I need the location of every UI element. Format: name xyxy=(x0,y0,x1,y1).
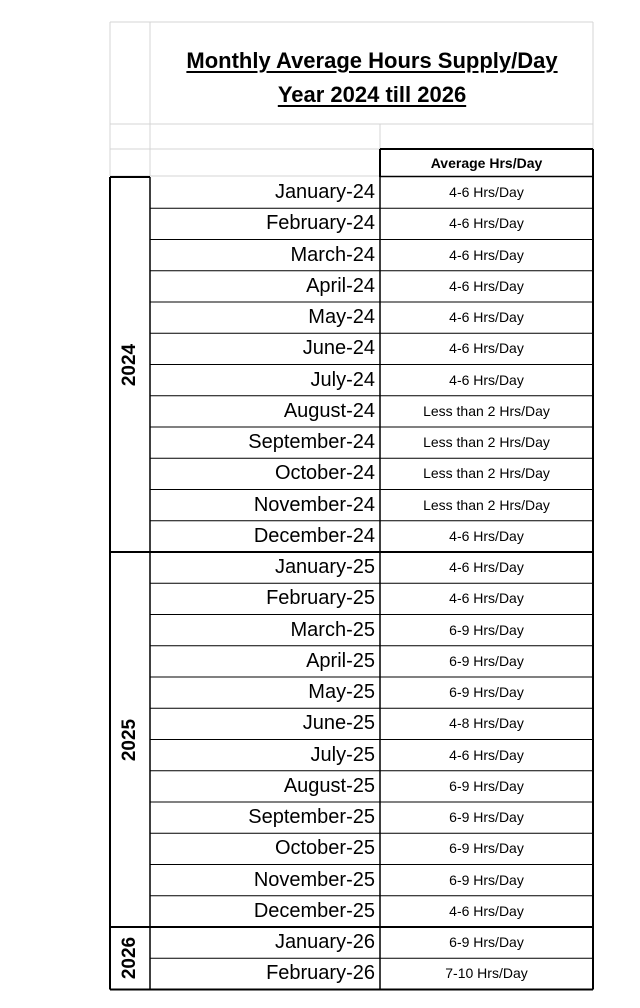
value-cell[interactable]: 6-9 Hrs/Day xyxy=(449,652,524,669)
title-line-1: Monthly Average Hours Supply/Day xyxy=(186,48,558,73)
value-cell[interactable]: Less than 2 Hrs/Day xyxy=(423,434,550,450)
month-cell[interactable]: December-25 xyxy=(253,899,375,922)
value-cell[interactable]: 6-9 Hrs/Day xyxy=(449,777,524,794)
month-cell[interactable]: May-25 xyxy=(308,681,375,703)
month-cell[interactable]: March-24 xyxy=(290,243,375,266)
value-cell[interactable]: 6-9 Hrs/Day xyxy=(449,840,524,857)
value-cell[interactable]: 4-6 Hrs/Day xyxy=(449,371,524,388)
month-cell[interactable]: October-25 xyxy=(274,837,375,860)
month-cell[interactable]: January-26 xyxy=(274,931,375,953)
title-line-2: Year 2024 till 2026 xyxy=(277,82,467,107)
year-label-text: 2024 xyxy=(119,343,140,386)
value-cell[interactable]: 4-6 Hrs/Day xyxy=(449,527,524,544)
month-cell[interactable]: June-25 xyxy=(302,712,375,735)
year-group-label[interactable] xyxy=(110,927,150,990)
value-cell[interactable]: Less than 2 Hrs/Day xyxy=(423,465,550,482)
value-cell[interactable]: Less than 2 Hrs/Day xyxy=(423,496,550,513)
month-cell[interactable]: January-24 xyxy=(274,181,375,203)
value-cell[interactable]: 4-6 Hrs/Day xyxy=(449,277,524,294)
value-cell[interactable]: 4-6 Hrs/Day xyxy=(449,215,524,232)
month-cell[interactable]: May-24 xyxy=(308,306,375,328)
month-cell[interactable]: October-24 xyxy=(274,462,375,485)
month-cell[interactable]: March-25 xyxy=(290,618,375,641)
value-cell[interactable]: 6-9 Hrs/Day xyxy=(449,684,524,700)
month-cell[interactable]: February-25 xyxy=(266,587,375,610)
value-cell[interactable]: 4-6 Hrs/Day xyxy=(449,246,524,263)
value-cell[interactable]: 4-6 Hrs/Day xyxy=(449,590,524,607)
month-cell[interactable]: September-24 xyxy=(248,431,375,453)
value-cell[interactable]: 4-6 Hrs/Day xyxy=(449,902,524,919)
month-cell[interactable]: July-24 xyxy=(310,368,375,391)
month-cell[interactable]: August-24 xyxy=(283,399,375,422)
value-cell[interactable]: 4-6 Hrs/Day xyxy=(449,184,524,200)
value-cell[interactable]: 4-8 Hrs/Day xyxy=(449,715,524,732)
month-cell[interactable]: December-24 xyxy=(253,524,375,547)
year-group-label[interactable] xyxy=(110,552,150,927)
month-cell[interactable]: November-25 xyxy=(253,868,375,891)
value-cell[interactable]: 6-9 Hrs/Day xyxy=(449,934,524,950)
month-cell[interactable]: November-24 xyxy=(253,493,375,516)
month-cell[interactable]: February-24 xyxy=(266,212,375,235)
month-cell[interactable]: June-24 xyxy=(302,337,375,360)
value-cell[interactable]: 6-9 Hrs/Day xyxy=(449,621,524,638)
value-cell[interactable]: 6-9 Hrs/Day xyxy=(449,871,524,888)
month-cell[interactable]: July-25 xyxy=(310,743,375,766)
value-cell[interactable]: 6-9 Hrs/Day xyxy=(449,809,524,825)
title-cell[interactable] xyxy=(151,22,593,124)
value-cell[interactable]: 4-6 Hrs/Day xyxy=(449,746,524,763)
month-cell[interactable]: April-25 xyxy=(306,649,375,672)
month-cell[interactable]: February-26 xyxy=(266,962,375,985)
month-cell[interactable]: September-25 xyxy=(248,806,375,828)
year-label-text: 2025 xyxy=(119,718,140,761)
month-cell[interactable]: August-25 xyxy=(283,774,375,797)
value-cell[interactable]: 4-6 Hrs/Day xyxy=(449,309,524,325)
value-cell[interactable]: 4-6 Hrs/Day xyxy=(449,340,524,357)
month-cell[interactable]: April-24 xyxy=(306,274,375,297)
year-label-text: 2026 xyxy=(119,937,140,980)
value-cell[interactable]: Less than 2 Hrs/Day xyxy=(423,402,550,419)
value-cell[interactable]: 4-6 Hrs/Day xyxy=(449,559,524,575)
month-cell[interactable]: January-25 xyxy=(274,556,375,578)
year-group-label[interactable] xyxy=(110,177,150,552)
column-header-average[interactable]: Average Hrs/Day xyxy=(430,155,543,171)
value-cell[interactable]: 7-10 Hrs/Day xyxy=(445,965,528,982)
